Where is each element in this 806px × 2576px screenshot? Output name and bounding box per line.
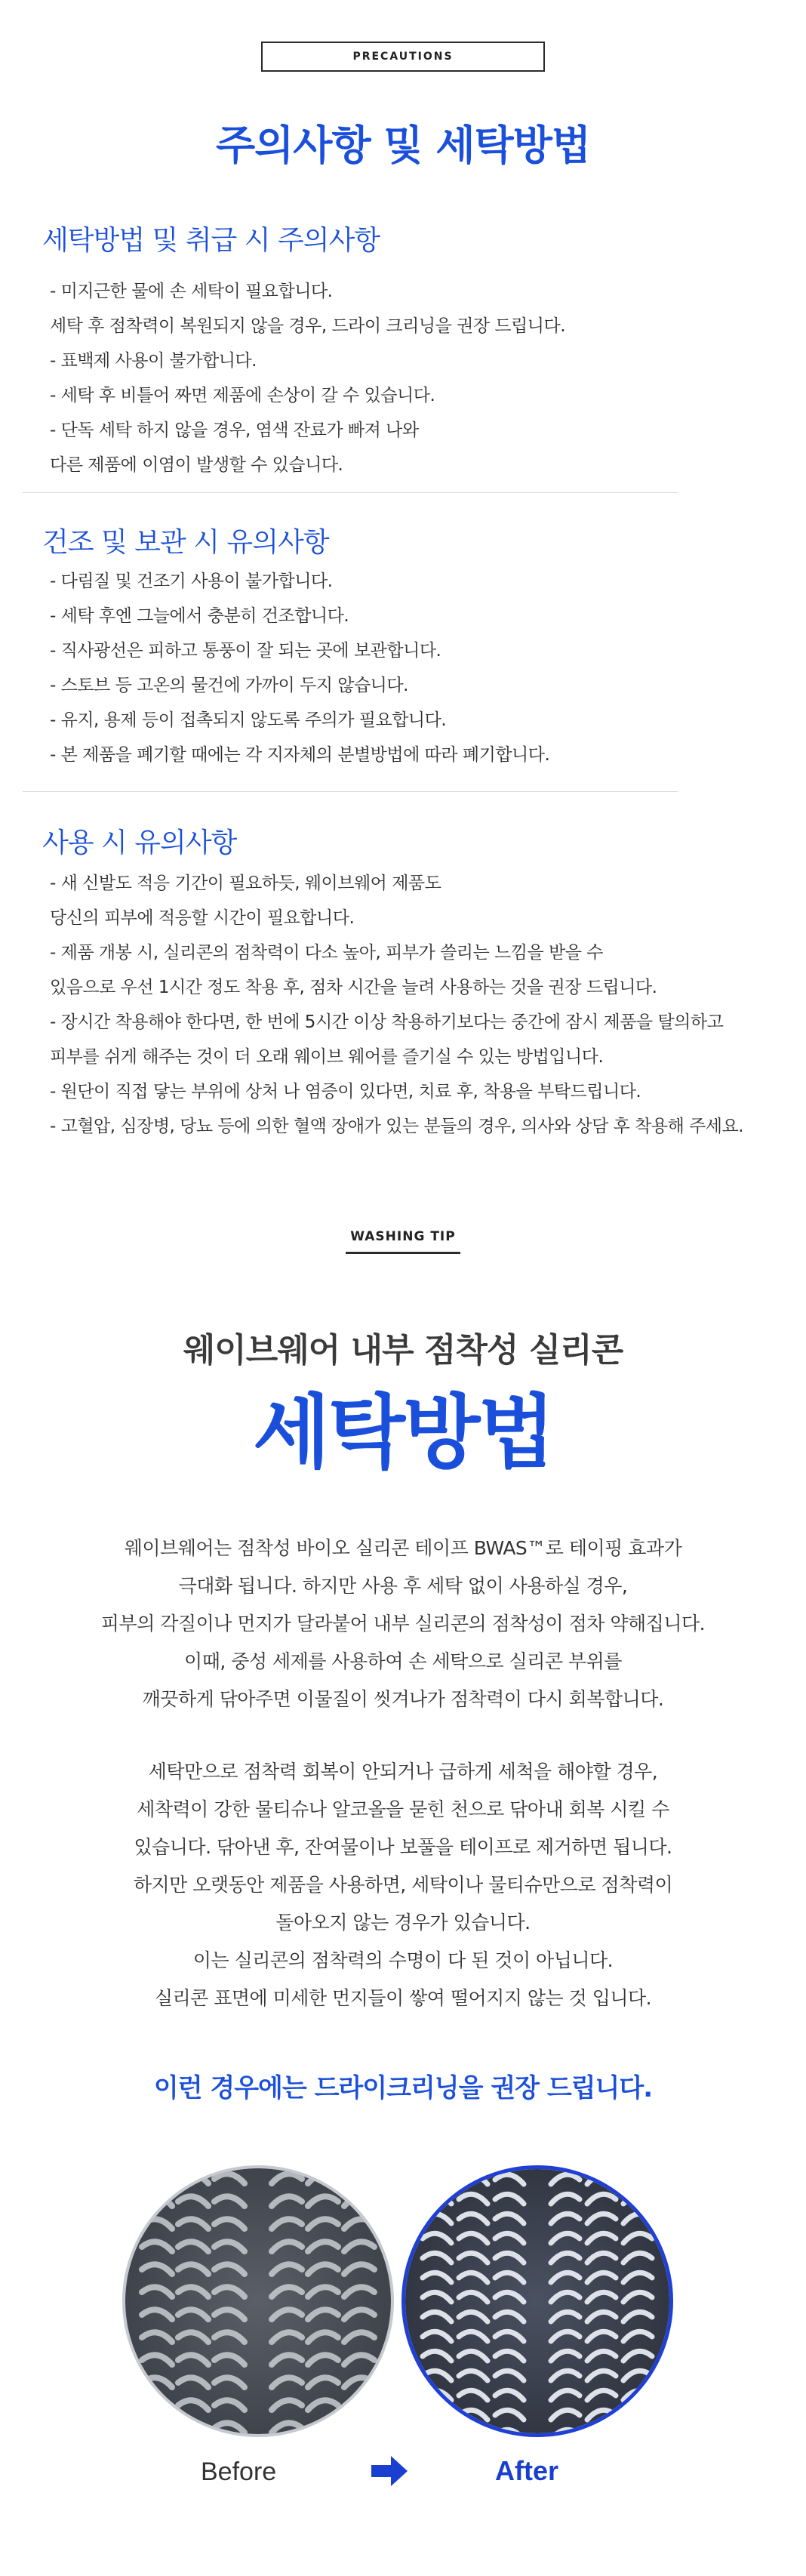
list-item: - 원단이 직접 닿는 부위에 상처 나 염증이 있다면, 치료 후, 착용을 부탁드립니다. [50, 1082, 641, 1102]
silicone-stripe [623, 2430, 652, 2433]
paragraph-line: 이는 실리콘의 점착력의 수명이 다 된 것이 아닙니다. [192, 1949, 614, 1971]
arrow-right-icon [370, 2454, 409, 2488]
silicone-stripe [142, 2423, 172, 2433]
section-title-washing: 세탁방법 및 취급 시 주의사항 [42, 225, 380, 256]
silicone-stripe [423, 2430, 451, 2433]
paragraph-line: 세탁만으로 점착력 회복이 안되거나 급하게 세척을 해야할 경우, [148, 1761, 658, 1783]
list-item: 있음으로 우선 1시간 정도 착용 후, 점차 시간을 늘려 사용하는 것을 권장 드립니다. [50, 978, 657, 997]
washing-subtitle: 웨이브웨어 내부 점착성 실리콘 [183, 1331, 623, 1370]
list-item: - 새 신발도 적응 기간이 필요하듯, 웨이브웨어 제품도 [50, 874, 441, 893]
dry-cleaning-recommendation: 이런 경우에는 드라이크리닝을 권장 드립니다. [153, 2073, 653, 2103]
silicone-stripe [142, 2400, 172, 2410]
list-item: - 스토브 등 고온의 물건에 가까이 두지 않습니다. [50, 676, 408, 695]
paragraph-line: 피부의 각질이나 먼지가 달라붙어 내부 실리콘의 점착성이 점차 약해집니다. [100, 1613, 706, 1635]
washing-title: 세탁방법 [253, 1386, 553, 1479]
list-item: 세탁 후 점착력이 복원되지 않을 경우, 드라이 크리닝을 권장 드립니다. [50, 316, 566, 336]
silicone-stripe [178, 2423, 208, 2433]
silicone-stripe [623, 2174, 652, 2184]
paragraph-line: 실리콘 표면에 미세한 먼지들이 쌓여 떨어지지 않는 것 입니다. [154, 1987, 652, 2009]
list-item: - 장시간 착용해야 한다면, 한 번에 5시간 이상 착용하기보다는 중간에 잠시 제품을 탈의하고 [50, 1012, 724, 1032]
washing-paragraph-1 [0, 1530, 806, 1718]
after-silicone-pattern [405, 2169, 669, 2433]
washing-paragraph-2 [0, 1753, 806, 2017]
after-label: After [495, 2455, 559, 2486]
before-fabric-image [122, 2165, 394, 2437]
before-label: Before [201, 2457, 277, 2486]
silicone-stripe [623, 2410, 652, 2420]
before-silicone-pattern [125, 2168, 391, 2434]
list-item: - 다림질 및 건조기 사용이 불가합니다. [50, 572, 333, 591]
list-item: 피부를 쉬게 해주는 것이 더 오래 웨이브 웨어를 즐기실 수 있는 방법입니다. [50, 1047, 604, 1067]
silicone-stripe [344, 2174, 374, 2183]
washing-tip-underline [346, 1252, 460, 1254]
list-item: 다른 제품에 이염이 발생할 수 있습니다. [50, 455, 343, 475]
silicone-stripe [459, 2430, 488, 2433]
precautions-tag: PRECAUTIONS [261, 42, 545, 72]
silicone-stripe [142, 2196, 172, 2206]
paragraph-line: 있습니다. 닦아낸 후, 잔여물이나 보풀을 테이프로 제거하면 됩니다. [134, 1836, 672, 1858]
paragraph-line: 돌아오지 않는 경우가 있습니다. [275, 1912, 531, 1934]
section-list-usage [50, 866, 797, 1144]
silicone-stripe [308, 2174, 338, 2183]
after-fabric-image [401, 2165, 673, 2437]
silicone-stripe [344, 2196, 374, 2206]
silicone-stripe [423, 2194, 451, 2204]
silicone-stripe [423, 2410, 451, 2420]
list-item: - 직사광선은 피하고 통풍이 잘 되는 곳에 보관합니다. [50, 641, 441, 661]
list-item: - 제품 개봉 시, 실리콘의 점착력이 다소 높아, 피부가 쓸리는 느낌을 받을 수 [50, 943, 603, 963]
silicone-stripe [459, 2174, 488, 2184]
silicone-stripe [623, 2194, 652, 2204]
list-item: - 본 제품을 폐기할 때에는 각 지자체의 분별방법에 따라 폐기합니다. [50, 745, 550, 765]
silicone-stripe [142, 2174, 172, 2183]
silicone-stripe [587, 2430, 616, 2433]
paragraph-line: 극대화 됩니다. 하지만 사용 후 세탁 없이 사용하실 경우, [178, 1575, 628, 1597]
paragraph-line: 하지만 오랫동안 제품을 사용하면, 세탁이나 물티슈만으로 점착력이 [133, 1874, 673, 1896]
list-item: - 미지근한 물에 손 세탁이 필요합니다. [50, 282, 333, 301]
list-item: - 단독 세탁 하지 않을 경우, 염색 잔료가 빠져 나와 [50, 421, 419, 440]
silicone-stripe [308, 2423, 338, 2433]
divider [23, 791, 678, 792]
list-item: - 세탁 후엔 그늘에서 충분히 건조합니다. [50, 606, 349, 626]
list-item: - 유지, 용제 등이 접촉되지 않도록 주의가 필요합니다. [50, 710, 447, 730]
list-item: - 세탁 후 비틀어 짜면 제품에 손상이 갈 수 있습니다. [50, 386, 435, 405]
paragraph-line: 세착력이 강한 물티슈나 알코올을 묻힌 천으로 닦아내 회복 시킬 수 [137, 1798, 669, 1820]
divider [23, 492, 678, 493]
section-title-storage: 건조 및 보관 시 유의사항 [42, 527, 329, 558]
silicone-stripe [423, 2174, 451, 2184]
list-item: - 고혈압, 심장병, 당뇨 등에 의한 혈액 장애가 있는 분들의 경우, 의사와 상담 후 착용해 주세요. [50, 1117, 744, 1136]
silicone-stripe [344, 2400, 374, 2410]
section-title-usage: 사용 시 유의사항 [42, 827, 237, 858]
paragraph-line: 깨끗하게 닦아주면 이물질이 씻겨나가 점착력이 다시 회복합니다. [142, 1688, 664, 1710]
section-list-storage [50, 564, 797, 772]
washing-tip-tag: WASHING TIP [350, 1229, 456, 1244]
silicone-stripe [587, 2174, 616, 2184]
page-title: 주의사항 및 세탁방법 [215, 122, 591, 169]
silicone-stripe [178, 2174, 208, 2183]
paragraph-line: 이때, 중성 세제를 사용하여 손 세탁으로 실리콘 부위를 [184, 1650, 622, 1672]
section-list-washing [50, 274, 797, 482]
list-item: - 표백제 사용이 불가합니다. [50, 351, 257, 371]
list-item: 당신의 피부에 적응할 시간이 필요합니다. [50, 908, 355, 928]
paragraph-line: 웨이브웨어는 점착성 바이오 실리콘 테이프 BWAS™로 테이핑 효과가 [124, 1537, 682, 1559]
silicone-stripe [344, 2423, 374, 2433]
